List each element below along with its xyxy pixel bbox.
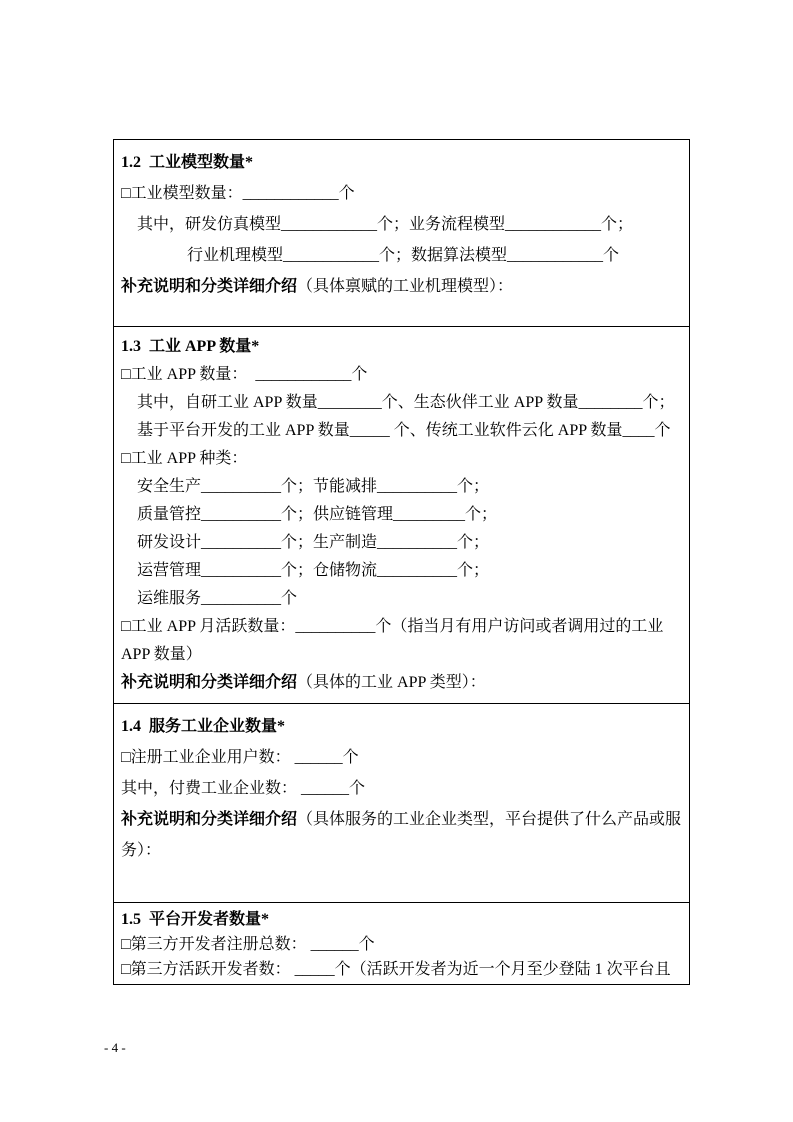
questionnaire-table	[113, 139, 690, 985]
field-app-monthly-active: □工业 APP 月活跃数量：__________个（指当月有用户访问或者调用过的工业	[121, 618, 664, 635]
page-number: - 4 -	[104, 1040, 126, 1055]
field-registered-developers: □第三方开发者注册总数： ______个	[121, 936, 375, 953]
supplement-note-bold: 补充说明和分类详细介绍	[121, 674, 298, 691]
section-title	[121, 907, 684, 932]
supplement-note-bold: 补充说明和分类详细介绍	[121, 811, 298, 828]
section-title-text: 1.5 平台开发者数量*	[121, 911, 270, 928]
field-model-breakdown-row1: 其中，研发仿真模型____________个；业务流程模型____________个；	[137, 216, 634, 233]
supplement-note: 补充说明和分类详细介绍（具体服务的工业企业类型，平台提供了什么产品或服	[121, 811, 682, 828]
field-registered-enterprise-users: □注册工业企业用户数： ______个	[121, 749, 359, 766]
supplement-note: 补充说明和分类详细介绍（具体禀赋的工业机理模型）：	[121, 278, 514, 295]
field-app-categories-label: □工业 APP 种类：	[121, 450, 248, 467]
field-app-source-row1: 其中，自研工业 APP 数量________个、生态伙伴工业 APP 数量________个；	[137, 394, 675, 411]
section-title-text: 1.4 服务工业企业数量*	[121, 718, 286, 735]
section-title-text: 1.2 工业模型数量*	[121, 154, 254, 171]
field-active-developers: □第三方活跃开发者数： _____个（活跃开发者为近一个月至少登陆 1 次平台且	[121, 961, 671, 978]
field-app-category-row: 运维服务__________个	[137, 590, 298, 607]
field-app-category-row: 质量管控__________个；供应链管理_________个；	[137, 506, 498, 523]
field-app-monthly-active-cont: APP 数量）	[121, 646, 202, 663]
section-title	[121, 333, 684, 361]
section-1-2-industrial-models	[114, 140, 689, 327]
section-title	[121, 147, 684, 178]
field-app-category-row: 运营管理__________个；仓储物流__________个；	[137, 562, 490, 579]
field-model-total: □工业模型数量：____________个	[121, 185, 355, 202]
field-app-category-row: 安全生产__________个；节能减排__________个；	[137, 478, 490, 495]
field-paying-enterprises: 其中，付费工业企业数： ______个	[121, 780, 366, 797]
supplement-note-bold: 补充说明和分类详细介绍	[121, 278, 298, 295]
section-1-5-platform-developers	[114, 903, 689, 984]
supplement-note-cont: 务）：	[121, 842, 162, 859]
section-1-4-served-enterprises	[114, 704, 689, 903]
section-title-text: 1.3 工业 APP 数量*	[121, 338, 260, 355]
section-1-3-industrial-apps	[114, 327, 689, 704]
field-model-breakdown-row2: 行业机理模型____________个；数据算法模型____________个	[187, 247, 620, 264]
section-title	[121, 711, 684, 742]
supplement-note: 补充说明和分类详细介绍（具体的工业 APP 类型）：	[121, 674, 486, 691]
field-app-category-row: 研发设计__________个；生产制造__________个；	[137, 534, 490, 551]
field-app-total: □工业 APP 数量： ____________个	[121, 366, 368, 383]
field-app-source-row2: 基于平台开发的工业 APP 数量_____ 个、传统工业软件云化 APP 数量____个	[137, 422, 671, 439]
